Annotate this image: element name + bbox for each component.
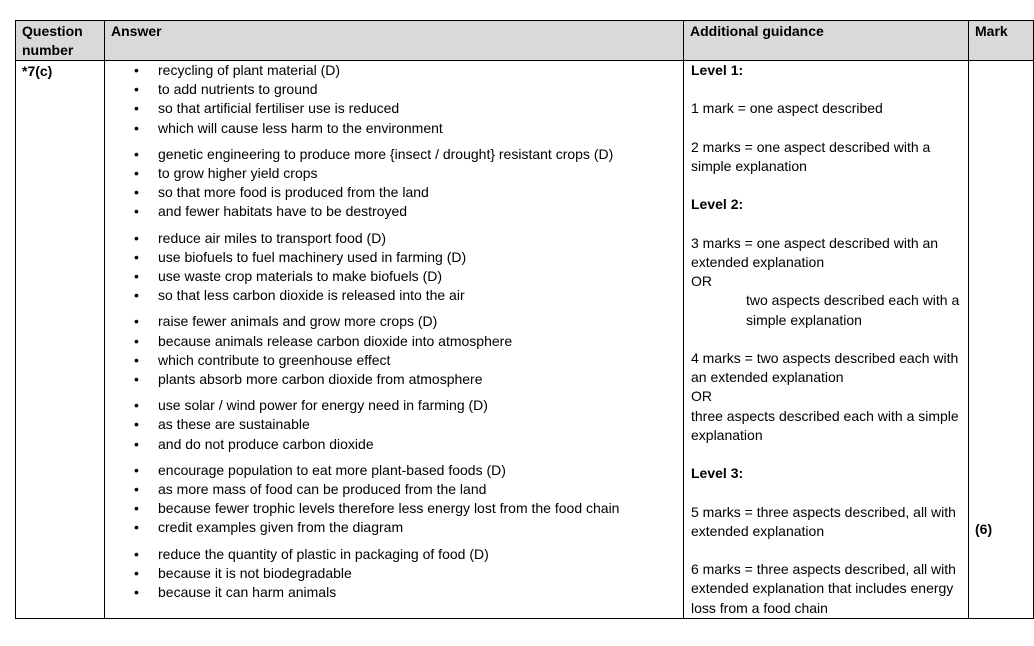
answer-cell xyxy=(105,61,684,619)
answer-bullet: • to add nutrients to ground xyxy=(158,80,683,99)
answer-bullet: • plants absorb more carbon dioxide from atmosphere xyxy=(158,370,683,389)
answer-group xyxy=(105,312,683,389)
level-3-mark-6: 6 marks = three aspects described, all with extended explanation that includes energy loss from a food chain xyxy=(691,561,956,616)
answer-group xyxy=(105,545,683,603)
header-question-number: Question number xyxy=(16,21,105,61)
answer-bullet: • recycling of plant material (D) xyxy=(158,61,683,80)
answer-bullet: • raise fewer animals and grow more crops (D) xyxy=(158,312,683,331)
header-row xyxy=(16,21,1034,61)
level-2-mark-3-alt: two aspects described each with a simple explanation xyxy=(746,292,960,328)
answer-bullet: • and fewer habitats have to be destroyed xyxy=(158,202,683,221)
answer-bullet: • genetic engineering to produce more {insect / drought} resistant crops (D) xyxy=(158,145,683,164)
level-1-heading: Level 1: xyxy=(691,62,744,78)
answer-bullet: • and do not produce carbon dioxide xyxy=(158,435,683,454)
mark-cell xyxy=(969,61,1034,619)
answer-groups xyxy=(105,61,683,602)
answer-group xyxy=(105,61,683,138)
level-3-mark-5: 5 marks = three aspects described, all with extended explanation xyxy=(691,503,956,539)
answer-bullet: • reduce air miles to transport food (D) xyxy=(158,229,683,248)
header-answer: Answer xyxy=(105,21,684,61)
answer-bullet: • because it is not biodegradable xyxy=(158,564,683,583)
answer-bullet: • so that artificial fertiliser use is reduced xyxy=(158,99,683,118)
answer-group xyxy=(105,461,683,538)
header-additional-guidance: Additional guidance xyxy=(684,21,969,61)
level-2-or-1: OR xyxy=(691,273,712,290)
level-2-or-2: OR xyxy=(691,388,712,405)
question-number: *7(c) xyxy=(16,61,105,619)
answer-bullet: • use solar / wind power for energy need in farming (D) xyxy=(158,396,683,415)
header-mark: Mark xyxy=(969,21,1034,61)
answer-bullet: • use biofuels to fuel machinery used in farming (D) xyxy=(158,248,683,267)
answer-bullet: • because fewer trophic levels therefore less energy lost from the food chain xyxy=(158,499,683,518)
answer-bullet: • because it can harm animals xyxy=(158,583,683,602)
mark-value: (6) xyxy=(975,521,993,537)
answer-bullet: • use waste crop materials to make biofuels (D) xyxy=(158,267,683,286)
answer-group xyxy=(105,229,683,306)
answer-bullet: • which will cause less harm to the environment xyxy=(158,119,683,138)
level-2-mark-4-alt: three aspects described each with a simple explanation xyxy=(691,407,959,443)
answer-bullet: • which contribute to greenhouse effect xyxy=(158,351,683,370)
answer-bullet: • so that less carbon dioxide is released into the air xyxy=(158,286,683,305)
answer-bullet: • to grow higher yield crops xyxy=(158,164,683,183)
level-2-mark-4: 4 marks = two aspects described each with an extended explanation xyxy=(691,349,959,386)
level-2-mark-3: 3 marks = one aspect described with an extended explanation xyxy=(691,234,939,270)
level-1-mark-1: 1 mark = one aspect described xyxy=(691,100,883,117)
mark-scheme-table xyxy=(15,20,1034,619)
answer-bullet: • so that more food is produced from the land xyxy=(158,183,683,202)
answer-bullet: • credit examples given from the diagram xyxy=(158,518,683,537)
answer-bullet: • reduce the quantity of plastic in packaging of food (D) xyxy=(158,545,683,564)
level-1-mark-2: 2 marks = one aspect described with a simple explanation xyxy=(691,138,931,174)
answer-bullet: • as more mass of food can be produced from the land xyxy=(158,480,683,499)
answer-group xyxy=(105,145,683,222)
answer-bullet: • because animals release carbon dioxide into atmosphere xyxy=(158,332,683,351)
answer-group xyxy=(105,396,683,454)
guidance-cell xyxy=(684,61,969,619)
answer-bullet: • encourage population to eat more plant-based foods (D) xyxy=(158,461,683,480)
level-3-heading: Level 3: xyxy=(691,465,744,482)
answer-bullet: • as these are sustainable xyxy=(158,415,683,434)
question-row xyxy=(16,61,1034,619)
level-2-heading: Level 2: xyxy=(691,196,744,213)
